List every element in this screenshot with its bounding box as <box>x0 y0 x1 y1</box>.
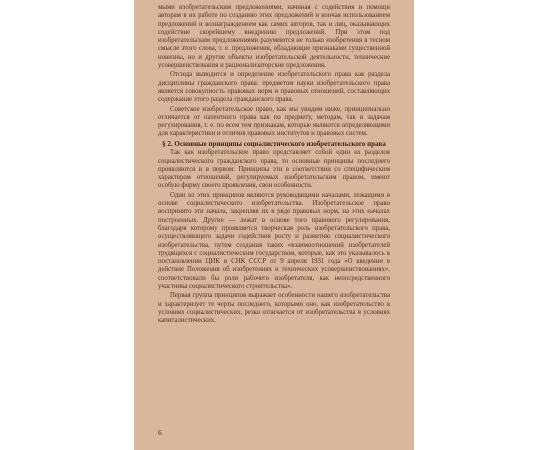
paragraph: Первая группа принципов выражает особенности нашего изобретательства и характеризует те черты последнего, которыми оно, как изобретательство в условиях социалистических, резко отличается от изобретательства в условиях капиталистических. <box>158 292 390 325</box>
paragraph: мыми изобретательским предложениями, начиная с содействия и помощи авторам в их работе по созданию этих предложений и кончая использованием предложений и вознаграждением как самих авторов, так и лиц, оказывающих содействие скорейшему внедрению предложений. При этом под изобретательским предложениями разумеются не только изобретения в тесном смысле этого слова, т. е. предложения, обладающие признаками существенной новизны, но и другие объекты изобретательской деятельности, технические усовершенствования и рационализаторские предложения. <box>158 4 390 70</box>
book-page <box>134 0 414 450</box>
paragraph: Советское изобретательское право, как мы увидим ниже, принципиально отличается от патентного права как по предмету, методам, так и задачам регулирования, т. е. по всем тем признакам, которые являются определяющими для характеристики и отличия правовых институтов и правовых систем. <box>158 105 390 138</box>
paragraph: Одни из этих принципов являются руководящими началами, лежащими в основе социалистического изобретательства. Изобретательское право воспринято эти начала, закрепляя их в ряде правовых норм, на этих началах построенных. Другие — лежат в основе того правового регулирования, благодаря которому проявляется творческая роль изобретательского права, осуществляющего задачи содействия росту и развитию социалистического изобретательства, путем создания таких «взаимоотношений изобретателей трудящихся с социалистическим государством, которые, как это указывалось в постановлении ЦИК и СНК СССР от 9 апреля 1931 года «О введении в действие Положения об изобретениях и технических усовершенствованиях», соответствовали бы роли рабочего изобретателя, как непосредственного участника социалистического строительства». <box>158 191 390 290</box>
paragraph: Отсюда выводится и определение изобретательского права как раздела дисциплины гражданского права: предметом науки изобретательского права является совокупность правовых норм и правовых отношений, составляющих содержание этого раздела гражданского права. <box>158 71 390 104</box>
page-number: 6 <box>158 428 162 437</box>
page-text <box>158 4 390 325</box>
section-heading: § 2. Основные принципы социалистического изобретательского права <box>162 139 386 148</box>
paragraph: Так как изобретательское право представляет собой один из разделов социалистического гражданского права, то основные принципы последнего проявляются и в первом. Принципы эти в соответствии со специфическим характером отношений, регулируемых изобретательским правом, имеют особую форму своего проявления, свои особенности. <box>158 149 390 190</box>
